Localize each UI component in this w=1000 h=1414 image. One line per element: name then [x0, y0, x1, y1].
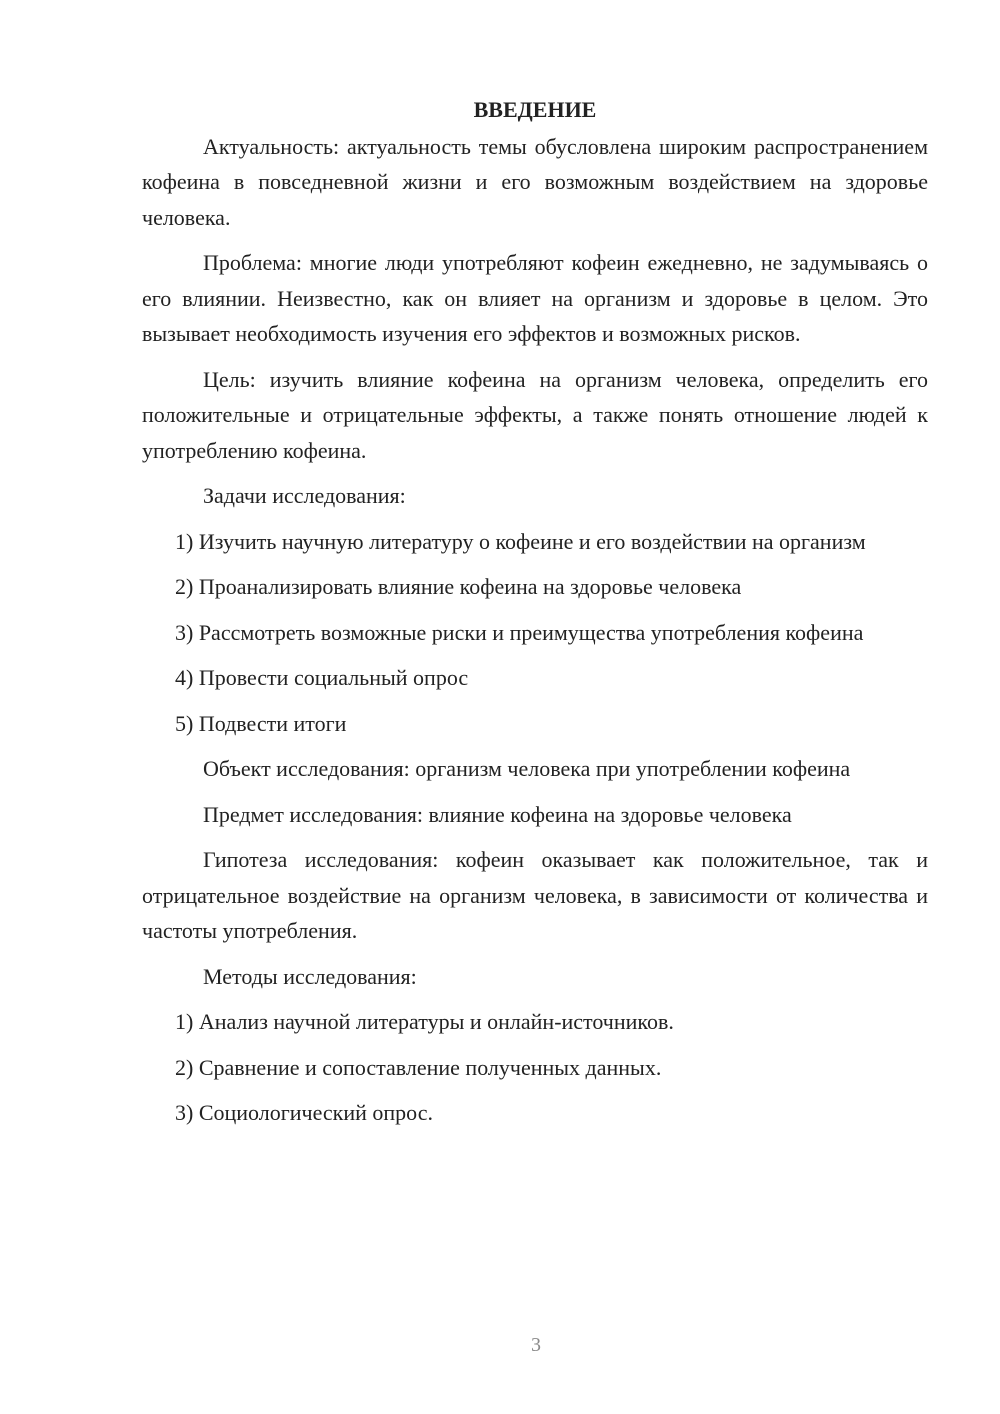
- method-item-1: 1) Анализ научной литературы и онлайн-источников.: [175, 1009, 674, 1034]
- section-title: ВВЕДЕНИЕ: [473, 97, 597, 122]
- methods-heading: Методы исследования:: [203, 963, 417, 989]
- page-number: 3: [531, 1334, 541, 1356]
- title-container: [142, 92, 928, 128]
- document-body: [142, 92, 928, 1141]
- tasks-heading: Задачи исследования:: [203, 483, 406, 508]
- relevance-paragraph: Актуальность: актуальность темы обусловлена широким распространением кофеина в повседневной жизни и его возможным воздействием на здоровье человека.: [142, 133, 928, 230]
- task-item-5: 5) Подвести итоги: [175, 710, 347, 736]
- problem-paragraph: Проблема: многие люди употребляют кофеин ежедневно, не задумываясь о его влиянии. Неизвестно, как он влияет на организм и здоровье в целом. Это вызывает необходимость изучения его эффектов и возможных рисков.: [142, 250, 928, 346]
- method-item-2: 2) Сравнение и сопоставление полученных данных.: [175, 1054, 662, 1080]
- hypothesis-paragraph: Гипотеза исследования: кофеин оказывает как положительное, так и отрицательное воздействие на организм человека, в зависимости от количества и частоты употребления.: [142, 847, 928, 943]
- object-paragraph: Объект исследования: организм человека при употреблении кофеина: [203, 756, 851, 781]
- goal-paragraph: Цель: изучить влияние кофеина на организм человека, определить его положительные и отрицательные эффекты, а также понять отношение людей к употреблению кофеина.: [142, 366, 928, 463]
- task-item-3: 3) Рассмотреть возможные риски и преимущества употребления кофеина: [175, 619, 864, 645]
- subject-paragraph: Предмет исследования: влияние кофеина на здоровье человека: [203, 801, 792, 827]
- task-item-4: 4) Провести социальный опрос: [175, 665, 469, 690]
- task-item-1: 1) Изучить научную литературу о кофеине и его воздействии на организм: [175, 528, 866, 554]
- task-item-2: 2) Проанализировать влияние кофеина на здоровье человека: [175, 574, 742, 599]
- method-item-3: 3) Социологический опрос.: [175, 1100, 433, 1125]
